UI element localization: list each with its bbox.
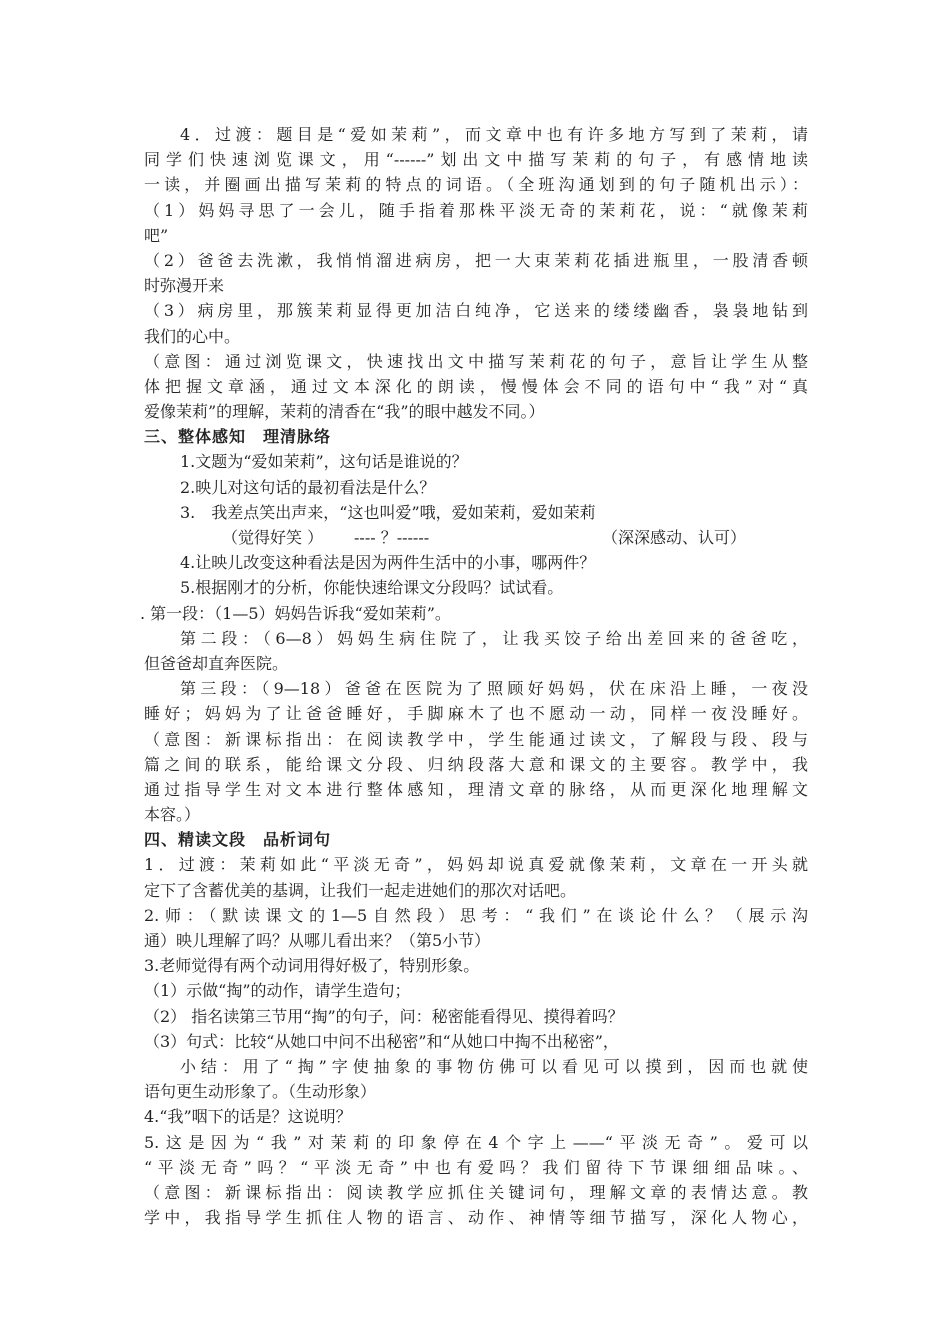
paragraph-line: 定下了含蓄优美的基调，让我们一起走进她们的那次对话吧。 [144,880,577,900]
paragraph-line: （3）句式：比较“从她口中问不出秘密”和“从她口中掏不出秘密”， [144,1031,619,1051]
paragraph-line: 第三段：（9—18）爸爸在医院为了照顾好妈妈，伏在床沿上睡，一夜没 [180,679,808,699]
paragraph-line: （2） 指名读第三节用“掏”的句子，问：秘密能看得见、摸得着吗？ [144,1006,624,1026]
paragraph-line: （意图：新课标指出：阅读教学应抓住关键词句，理解文章的表情达意。教 [144,1182,808,1202]
paragraph-line: 时弥漫开来 [144,276,225,296]
paragraph-line: 1．过渡：茉莉如此“平淡无奇”，妈妈却说真爱就像茉莉，文章在一开头就 [144,855,808,875]
question-line: 2.映儿对这句话的最初看法是什么？ [180,477,436,497]
question-line: 3. 我差点笑出声来，“这也叫爱”哦，爱如茉莉，爱如茉莉 [180,502,596,522]
paragraph-line: 通过指导学生对文本进行整体感知，理清文章的脉络，从而更深化地理解文 [144,779,808,799]
section-heading: 四、精读文段 品析词句 [144,830,332,850]
paragraph-line: （1）妈妈寻思了一会儿，随手指着那株平淡无奇的茉莉花，说：“就像茉莉 [144,200,808,220]
answer-last: （深深感动、认可） [602,528,747,547]
paragraph-line: 3.老师觉得有两个动词用得好极了，特别形象。 [144,956,480,976]
answer-row [144,525,808,550]
paragraph-line: 学中，我指导学生抓住人物的语言、动作、神情等细节描写，深化人物心， [144,1208,808,1228]
question-line: 5.根据刚才的分析，你能快速给课文分段吗？试试看。 [180,578,564,598]
paragraph-line: （2）爸爸去洗漱，我悄悄溜进病房，把一大束茉莉花插进瓶里，一股清香顿 [144,250,808,270]
paragraph-line: 小结：用了“掏”字使抽象的事物仿佛可以看见可以摸到，因而也就使 [180,1056,808,1076]
paragraph-line: （1）示做“掏”的动作，请学生造句； [144,981,411,1001]
paragraph-line: 但爸爸却直奔医院。 [144,653,289,673]
paragraph-line: （意图：新课标指出：在阅读教学中，学生能通过读文，了解段与段、段与 [144,729,808,749]
paragraph-line: 4．过渡：题目是“爱如茉莉”，而文章中也有许多地方写到了茉莉，请 [180,125,808,144]
paragraph-line: 吧” [144,225,169,245]
section-heading: 三、整体感知 理清脉络 [144,427,332,447]
paragraph-line: 同学们快速浏览课文，用“------”划出文中描写茉莉的句子，有感情地读 [144,150,808,170]
paragraph-line: 爱像茉莉”的理解，茉莉的清香在“我”的眼中越发不同。） [144,402,545,422]
paragraph-line: 4.“我”咽下的话是？这说明？ [144,1107,352,1127]
paragraph-line: 2.师：（默读课文的1—5自然段）思考：“我们”在谈论什么？（展示沟 [144,905,808,925]
paragraph-line: 第二段：（6—8）妈妈生病住院了，让我买饺子给出差回来的爸爸吃， [180,628,808,648]
paragraph-line: （3）病房里，那簇茉莉显得更加洁白纯净，它送来的缕缕幽香，袅袅地钻到 [144,301,808,321]
paragraph-line: . 第一段：（1—5）妈妈告诉我“爱如茉莉”。 [140,603,451,623]
paragraph-line: 睡好；妈妈为了让爸爸睡好，手脚麻木了也不愿动一动，同样一夜没睡好。 [144,704,808,724]
paragraph-line: 我们的心中。 [144,326,241,346]
paragraph-line: 一读，并圈画出描写茉莉的特点的词语。（全班沟通划到的句子随机出示）： [144,175,808,195]
document-page [140,122,808,1230]
paragraph-line: 语句更生动形象了。（生动形象） [144,1082,377,1102]
answer-first: （觉得好笑 ） [222,528,324,547]
question-line: 4.让映儿改变这种看法是因为两件生活中的小事，哪两件？ [180,553,596,573]
paragraph-line: 篇之间的联系，能给课文分段、归纳段落大意和课文的主要容。教学中，我 [144,754,808,774]
paragraph-line: 体把握文章涵，通过文本深化的朗读，慢慢体会不同的语句中“我”对“真 [144,376,808,396]
paragraph-line: 本容。） [144,805,201,825]
paragraph-line: “平淡无奇”吗？“平淡无奇”中也有爱吗？我们留待下节课细细品味。、 [144,1157,808,1177]
paragraph-line: 5.这是因为“我”对茉莉的印象停在4个字上——“平淡无奇”。爱可以 [144,1132,808,1152]
question-line: 1.文题为“爱如茉莉”，这句话是谁说的？ [180,452,468,472]
paragraph-line: （意图：通过浏览课文，快速找出文中描写茉莉花的句子，意旨让学生从整 [144,351,808,371]
paragraph-line: 通）映儿理解了吗？从哪儿看出来？（第5小节） [144,931,491,950]
answer-blank: ---- ？------ [354,528,430,547]
